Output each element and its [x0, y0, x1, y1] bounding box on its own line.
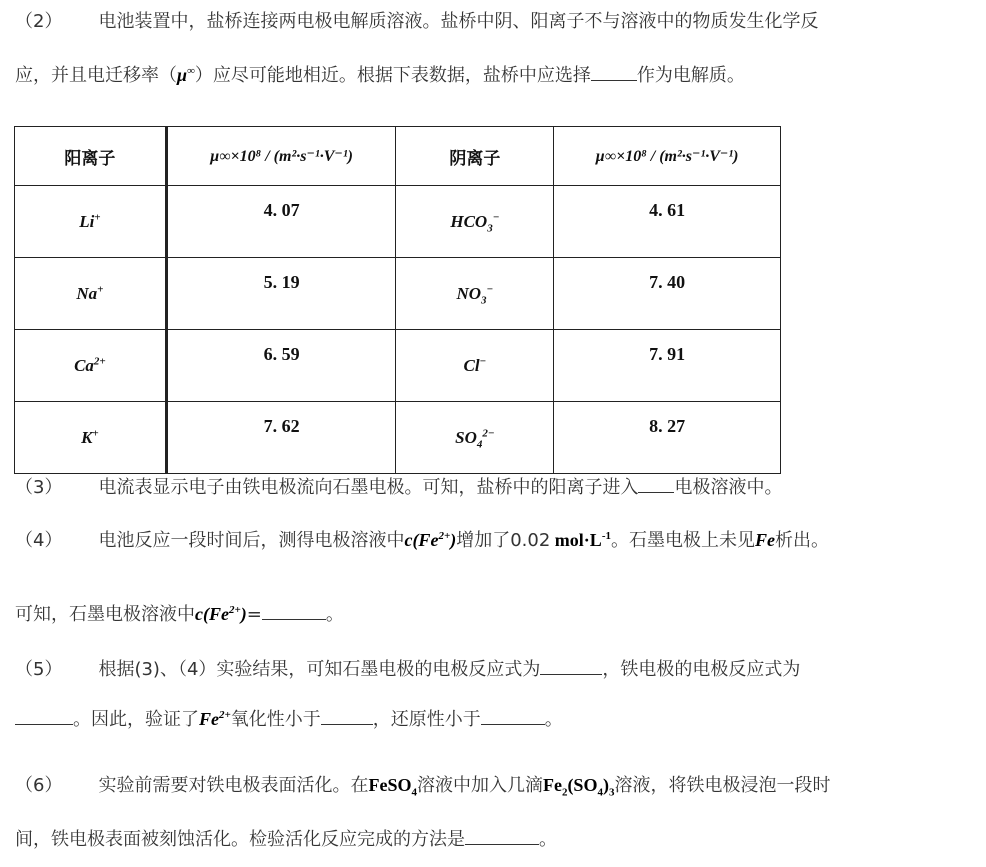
- question-text: ）应尽可能地相近。根据下表数据，盐桥中应选择: [194, 65, 591, 86]
- answer-blank[interactable]: [591, 62, 637, 81]
- answer-blank[interactable]: [321, 706, 373, 725]
- question-text: 可知，石墨电极溶液中: [15, 604, 195, 625]
- cation-value: 6. 59: [166, 330, 396, 402]
- table-row: [15, 402, 781, 474]
- cation-cell: Li+: [15, 186, 167, 258]
- cation-cell: Na+: [15, 258, 167, 330]
- question-text: 作为电解质。: [636, 65, 745, 86]
- answer-blank[interactable]: [481, 706, 545, 725]
- question-number: （2）: [15, 11, 63, 32]
- question-text: 增加了0.02: [456, 530, 551, 551]
- table-row: [15, 186, 781, 258]
- answer-blank[interactable]: [15, 706, 73, 725]
- question-2-line-2: [15, 62, 745, 89]
- cation-cell: $Ca^{2+}$: [15, 330, 167, 402]
- anion-value: 7. 91: [554, 330, 781, 402]
- fe2-concentration: $c(Fe^{2+})$: [404, 530, 457, 550]
- table-row: [15, 258, 781, 330]
- question-3: [15, 474, 782, 501]
- anion-value: 8. 27: [554, 402, 781, 474]
- table-row: [15, 330, 781, 402]
- header-mobility: μ∞×10⁸ / (m²·s⁻¹·V⁻¹): [166, 127, 396, 186]
- cation-value: 7. 62: [166, 402, 396, 474]
- answer-blank[interactable]: [262, 601, 326, 620]
- anion-cell: $HCO_3^-$: [396, 186, 554, 258]
- answer-blank[interactable]: [540, 656, 602, 675]
- anion-value: 4. 61: [554, 186, 781, 258]
- cation-value: 4. 07: [166, 186, 396, 258]
- question-5-line-1: [15, 656, 800, 683]
- question-number: （6）: [15, 775, 63, 796]
- question-text: 析出。: [774, 530, 829, 551]
- question-text: 。: [325, 604, 344, 625]
- question-text: 实验前需要对铁电极表面活化。在: [98, 775, 369, 796]
- cation-value: 5. 19: [166, 258, 396, 330]
- question-text: 。: [539, 829, 557, 850]
- question-text: 。: [544, 709, 563, 730]
- fe2so43-formula: $Fe_2(SO_4)_3$: [542, 775, 615, 799]
- table-header-row: [15, 127, 781, 186]
- anion-cell: $NO_3^-$: [396, 258, 554, 330]
- question-6-line-2: [15, 826, 557, 853]
- question-5-line-2: [15, 706, 563, 733]
- question-text: 电池装置中，盐桥连接两电极电解质溶液。盐桥中阴、阳离子不与溶液中的物质发生化学反: [98, 11, 819, 32]
- question-text: 氧化性小于: [230, 709, 321, 730]
- answer-blank[interactable]: [638, 474, 674, 493]
- equals: =: [246, 604, 262, 625]
- question-text: 溶液中加入几滴: [416, 775, 543, 796]
- header-mobility-2: μ∞×10⁸ / (m²·s⁻¹·V⁻¹): [554, 127, 781, 186]
- question-number: （4）: [15, 530, 63, 551]
- question-text: ，铁电极的电极反应式为: [602, 659, 801, 680]
- fe2-concentration: $c(Fe^{2+})$: [195, 604, 247, 624]
- question-text: 电极溶液中。: [674, 477, 783, 498]
- question-text: ，还原性小于: [372, 709, 481, 730]
- cation-cell: K+: [15, 402, 167, 474]
- anion-cell: $SO_4^{2-}$: [396, 402, 554, 474]
- question-number: （3）: [15, 477, 63, 498]
- anion-value: 7. 40: [554, 258, 781, 330]
- question-text: 应，并且电迁移率（: [15, 65, 177, 86]
- anion-cell: Cl−: [396, 330, 554, 402]
- question-4-line-1: [15, 527, 829, 554]
- feso4-formula: FeSO$_4$: [368, 775, 417, 799]
- question-text: 根据(3)、（4）实验结果，可知石墨电极的电极反应式为: [98, 659, 541, 680]
- question-text: 间，铁电极表面被刻蚀活化。检验活化反应完成的方法是: [15, 829, 465, 850]
- header-anion: 阴离子: [396, 127, 554, 186]
- question-text: 溶液，将铁电极浸泡一段时: [614, 775, 831, 796]
- header-cation: 阳离子: [15, 127, 167, 186]
- question-text: 电池反应一段时间后，测得电极溶液中: [98, 530, 405, 551]
- question-2-line-1: [15, 9, 818, 35]
- question-text: 电流表显示电子由铁电极流向石墨电极。可知，盐桥中的阳离子进入: [98, 477, 639, 498]
- question-number: （5）: [15, 659, 63, 680]
- fe-symbol: Fe: [754, 530, 775, 550]
- unit: $mol\cdot L^{-1}$: [554, 530, 611, 550]
- ion-mobility-table: [14, 126, 781, 474]
- question-text: 。石墨电极上未见: [610, 530, 755, 551]
- question-6-line-1: [15, 772, 830, 799]
- fe2-ion: $Fe^{2+}$: [199, 709, 231, 729]
- question-text: 。因此，验证了: [73, 709, 199, 730]
- mobility-symbol: μ∞: [177, 65, 195, 85]
- answer-blank[interactable]: [465, 826, 539, 845]
- question-4-line-2: [15, 601, 344, 628]
